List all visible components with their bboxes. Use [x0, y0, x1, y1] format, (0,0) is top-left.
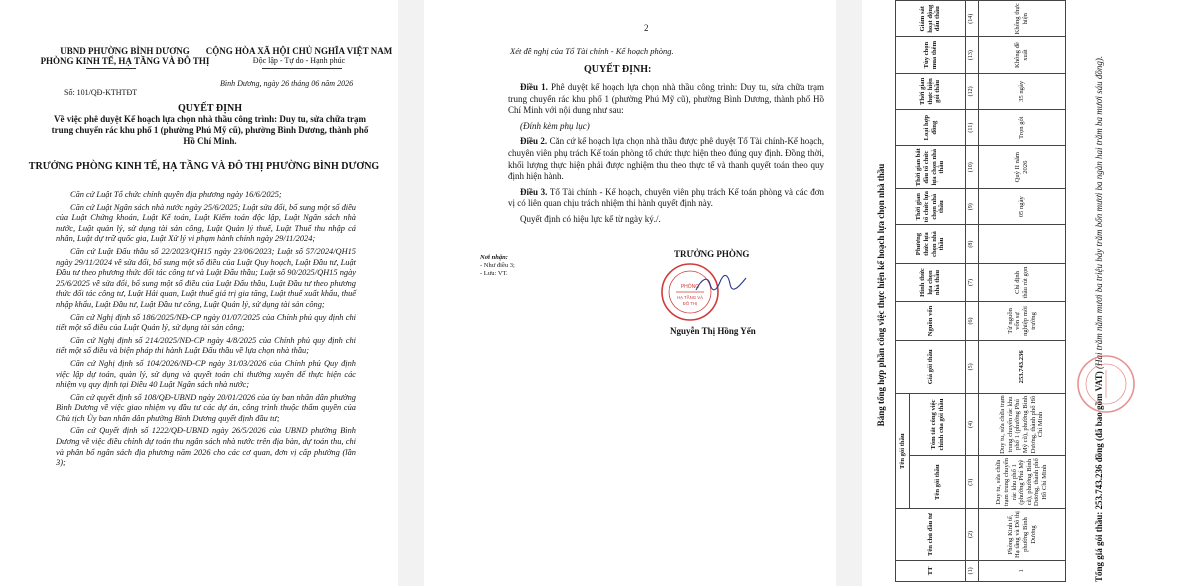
article-3-label: Điều 3. — [520, 186, 548, 197]
col-number: (2) — [966, 509, 979, 560]
cell-package-name: Duy tu, sửa chữa trạm trung chuyển rác khu phố 1 (phường Phú Mỹ cũ), phường Bình Dương, thành phố Hồ Chí Minh — [979, 456, 1066, 509]
proposal-line: Xét đề nghị của Tổ Tài chính - Kế hoạch phòng. — [510, 46, 674, 56]
cell-selection-start: Quý II năm 2026 — [979, 146, 1066, 189]
article-3 — [508, 187, 824, 210]
page-1 — [0, 0, 398, 586]
article-2 — [508, 136, 824, 182]
national-motto-block — [200, 46, 398, 66]
effective-clause: Quyết định có hiệu lực kể từ ngày ký./. — [520, 213, 661, 224]
legal-basis-item: Căn cứ Nghị định số 214/2025/NĐ-CP ngày 4/8/2025 của Chính phủ quy định chi tiết một số điều và biện pháp thi hành Luật Đấu thầu về lựa chọn nhà thầu; — [56, 335, 356, 356]
rotated-appendix — [862, 4, 1200, 586]
col-number: (6) — [966, 302, 979, 340]
decision-articles — [508, 82, 824, 230]
total-label: Tổng giá gói thầu: — [1094, 511, 1104, 582]
col-header: Tùy chọn mua thêm — [896, 37, 966, 73]
col-number: (4) — [966, 394, 979, 456]
document-number: Số: 101/QĐ-KTHTĐT — [64, 88, 138, 97]
col-number: (8) — [966, 225, 979, 263]
article-1 — [508, 82, 824, 117]
article-1-text: Phê duyệt kế hoạch lựa chọn nhà thầu công trình: Duy tu, sửa chữa trạm trung chuyển rác khu phố 1 (phường Phú Mỹ cũ), phường Bình Dương, thành phố Hồ Chí Minh với nội dung như sau: — [508, 82, 824, 116]
svg-text:ĐÔ THỊ: ĐÔ THỊ — [682, 301, 698, 306]
recipient-item: - Như điều 3; — [480, 262, 515, 269]
col-number: (7) — [966, 263, 979, 301]
svg-text:PHÒNG: PHÒNG — [680, 284, 700, 290]
row-index: 1 — [979, 560, 1066, 581]
national-title: CỘNG HÒA XÃ HỘI CHỦ NGHĨA VIỆT NAM — [205, 46, 393, 56]
article-2-label: Điều 2. — [520, 136, 548, 147]
legal-basis-item: Căn cứ Luật Ngân sách nhà nước ngày 25/6/2025; Luật sửa đổi, bổ sung một số điều của Luật Chứng khoán, Luật Kế toán, Luật Kiểm toán độc lập, Luật Ngân sách nhà nước, Luật quản lý, sử dụng tài sản công, Luật Quản lý thuế, Luật Thuế thu nhập cá nhân, Luật dự trữ quốc gia, Luật Xử lý vi phạm hành chính ngày 29/11/2024; — [56, 202, 356, 244]
col-number: (5) — [966, 340, 979, 393]
cell-purchase-option: Không đề xuất — [979, 37, 1066, 73]
total-block — [1094, 56, 1104, 582]
header-divider-right — [262, 68, 342, 69]
article-1-label: Điều 1. — [520, 82, 548, 92]
appendix-seal-icon — [1076, 354, 1136, 414]
document-subject: Về việc phê duyệt Kế hoạch lựa chọn nhà thầu công trình: Duy tu, sửa chữa trạm trung chuyển rác khu phố 1 (phường Phú Mỹ cũ), phường Bình Dương, thành phố Hồ Chí Minh. — [51, 114, 369, 146]
document-date: Bình Dương, ngày 26 tháng 06 năm 2026 — [220, 79, 354, 88]
col-number: (9) — [966, 189, 979, 225]
issuer-parent: UBND PHƯỜNG BÌNH DƯƠNG — [60, 46, 190, 56]
cell-selection-form: Chỉ định thầu rút gọn — [979, 263, 1066, 301]
document-title: QUYẾT ĐỊNH — [178, 103, 242, 114]
legal-basis-item: Căn cứ Luật Tổ chức chính quyền địa phương ngày 16/6/2025; — [70, 190, 282, 199]
table-group-header-row — [896, 1, 910, 582]
table-row — [979, 1, 1066, 582]
legal-basis-list — [56, 190, 356, 471]
col-header: Tên chủ đầu tư — [896, 509, 966, 560]
recipient-item: - Lưu: VT. — [480, 270, 508, 277]
national-motto: Độc lập - Tự do - Hạnh phúc — [252, 56, 346, 65]
cell-selection-method — [979, 225, 1066, 263]
decision-heading: QUYẾT ĐỊNH: — [584, 64, 652, 75]
col-number: (3) — [966, 456, 979, 509]
issuing-authority: TRƯỞNG PHÒNG KINH TẾ, HẠ TẦNG VÀ ĐÔ THỊ PHƯỜNG BÌNH DƯƠNG — [28, 161, 380, 172]
issuer-name: PHÒNG KINH TẾ, HẠ TẦNG VÀ ĐÔ THỊ — [40, 56, 210, 66]
issuer-block — [20, 46, 230, 66]
cell-supervision: Không thực hiện — [979, 1, 1066, 37]
col-number: (11) — [966, 110, 979, 146]
legal-basis-item: Căn cứ Luật Đấu thầu số 22/2023/QH15 ngày 23/06/2023; Luật số 57/2024/QH15 ngày 29/11/2024 về sửa đổi, bổ sung một số điều của Luật Quy hoạch, Luật Đầu tư, Luật Đầu tư theo phương thức đối tác công tư và Luật Đấu thầu; Luật số 90/2025/QH15 ngày 25/6/2025 về sửa đổi, bổ sung một số điều của Luật Đấu thầu, Luật Đầu tư theo phương thức đối tác công tư, Luật Hải quan, Luật thuế giá trị gia tăng, Luật thuế xuất khẩu, thuế nhập khẩu, Luật Đầu tư, Luật Đầu tư công, Luật Quản lý, sử dụng tài sản công; — [56, 246, 356, 309]
signer-title: TRƯỞNG PHÒNG — [674, 249, 750, 259]
recipients-label: Nơi nhận: — [480, 254, 508, 261]
svg-text:HẠ TẦNG VÀ: HẠ TẦNG VÀ — [677, 295, 703, 300]
legal-basis-item: Căn cứ Nghị định số 186/2025/NĐ-CP ngày 01/07/2025 của Chính phủ quy định chi tiết một số điều của Luật Quản lý, sử dụng tài sản công; — [56, 312, 356, 333]
legal-basis-item: Căn cứ Quyết định số 1222/QĐ-UBND ngày 26/5/2026 của UBND phường Bình Dương về việc điều chỉnh dự toán thu ngân sách nhà nước trên địa bàn, dự toán thu, chi và phân bổ ngân sách địa phương năm 2026 cho các cơ quan, đơn vị cấp phường (lần 3); — [56, 426, 356, 468]
legal-basis-item: Căn cứ Nghị định số 104/2026/NĐ-CP ngày 31/03/2026 của Chính phủ Quy định việc lập dự toán, quản lý, sử dụng và quyết toán chi thường xuyên để thực hiện các nhiệm vụ quy định tại Điều 40 Luật Ngân sách nhà nước; — [56, 358, 356, 390]
cell-funding-source: Từ nguồn vốn sự nghiệp môi trường — [979, 302, 1066, 340]
legal-basis-item: Căn cứ quyết định số 108/QĐ-UBND ngày 20/01/2026 của ủy ban nhân dân phường Bình Dương về việc giao nhiệm vụ đầu tư các dự án, công trình thuộc thẩm quyền của Chủ tịch Ủy ban nhân dân phường Bình Dương quyết định đầu tư; — [56, 392, 356, 423]
appendix-table — [895, 0, 1066, 582]
col-number: (13) — [966, 37, 979, 73]
cell-contract-type: Trọn gói — [979, 110, 1066, 146]
cell-package-price: 253.743.236 — [979, 340, 1066, 393]
page-3-appendix — [862, 0, 1200, 586]
col-header: Giá gói thầu — [896, 340, 966, 393]
header-divider-left — [86, 68, 136, 69]
recipients-block — [480, 254, 515, 278]
col-header: Thời gian tổ chức lựa chọn nhà thầu — [896, 189, 966, 225]
attachment-note: (Đính kèm phụ lục) — [520, 120, 590, 131]
page-number: 2 — [644, 23, 649, 33]
col-number: (10) — [966, 146, 979, 189]
cell-execution-time: 35 ngày — [979, 73, 1066, 109]
col-number: (14) — [966, 1, 979, 37]
signer-name: Nguyễn Thị Hồng Yến — [670, 326, 756, 336]
col-header: Giám sát hoạt động đấu thầu — [896, 1, 966, 37]
col-number: (1) — [966, 560, 979, 581]
col-header: Loại hợp đồng — [896, 110, 966, 146]
total-value: 253.743.236 đồng (đã bao gồm VAT) — [1094, 371, 1104, 510]
table-number-row — [966, 1, 979, 582]
article-2-text: Căn cứ kế hoạch lựa chọn nhà thầu được phê duyệt Tổ Tài chính-Kế hoạch, chuyên viên phụ trách Kế toán phòng tổ chức thực hiện theo đúng quy định. Đồng thời, khối lượng thực hiện phải được nghiệm thu theo thực tế và thanh quyết toán theo quy định hiện hành. — [508, 136, 825, 182]
col-header: Nguồn vốn — [896, 302, 966, 340]
col-header: Phương thức lựa chọn nhà thầu — [896, 225, 966, 263]
signature-icon — [694, 272, 748, 296]
cell-selection-duration: 05 ngày — [979, 189, 1066, 225]
cell-work-summary: Duy tu, sửa chữa trạm trung chuyển rác khu phố 1 (phường Phú Mỹ cũ), phường Bình Dương, thành phố Hồ Chí Minh — [979, 394, 1066, 456]
appendix-title: Bảng tổng hợp phần công việc thực hiện kế hoạch lựa chọn nhà thầu — [876, 163, 886, 427]
col-header: TT — [896, 560, 966, 581]
group-header: Tên gói thầu — [896, 394, 910, 509]
article-3-text: Tổ Tài chính - Kế hoạch, chuyên viên phụ trách Kế toán phòng và các đơn vị có liên quan chịu trách nhiệm thi hành quyết định này. — [508, 186, 825, 209]
col-header: Tên gói thầu — [910, 456, 966, 509]
cell-investor: Phòng Kinh tế, Hạ tầng và Đô thị phường Bình Dương — [979, 509, 1066, 560]
col-number: (12) — [966, 73, 979, 109]
total-in-words: (Hai trăm năm mươi ba triệu bảy trăm bốn mươi ba ngàn hai trăm ba mươi sáu đồng). — [1094, 55, 1104, 369]
page-2 — [424, 0, 836, 586]
col-header: Tóm tắt công việc chính của gói thầu — [910, 394, 966, 456]
col-header: Thời gian bắt đầu tổ chức lựa chọn nhà thầu — [896, 146, 966, 189]
col-header: Thời gian thực hiện gói thầu — [896, 73, 966, 109]
col-header: Hình thức lựa chọn nhà thầu — [896, 263, 966, 301]
